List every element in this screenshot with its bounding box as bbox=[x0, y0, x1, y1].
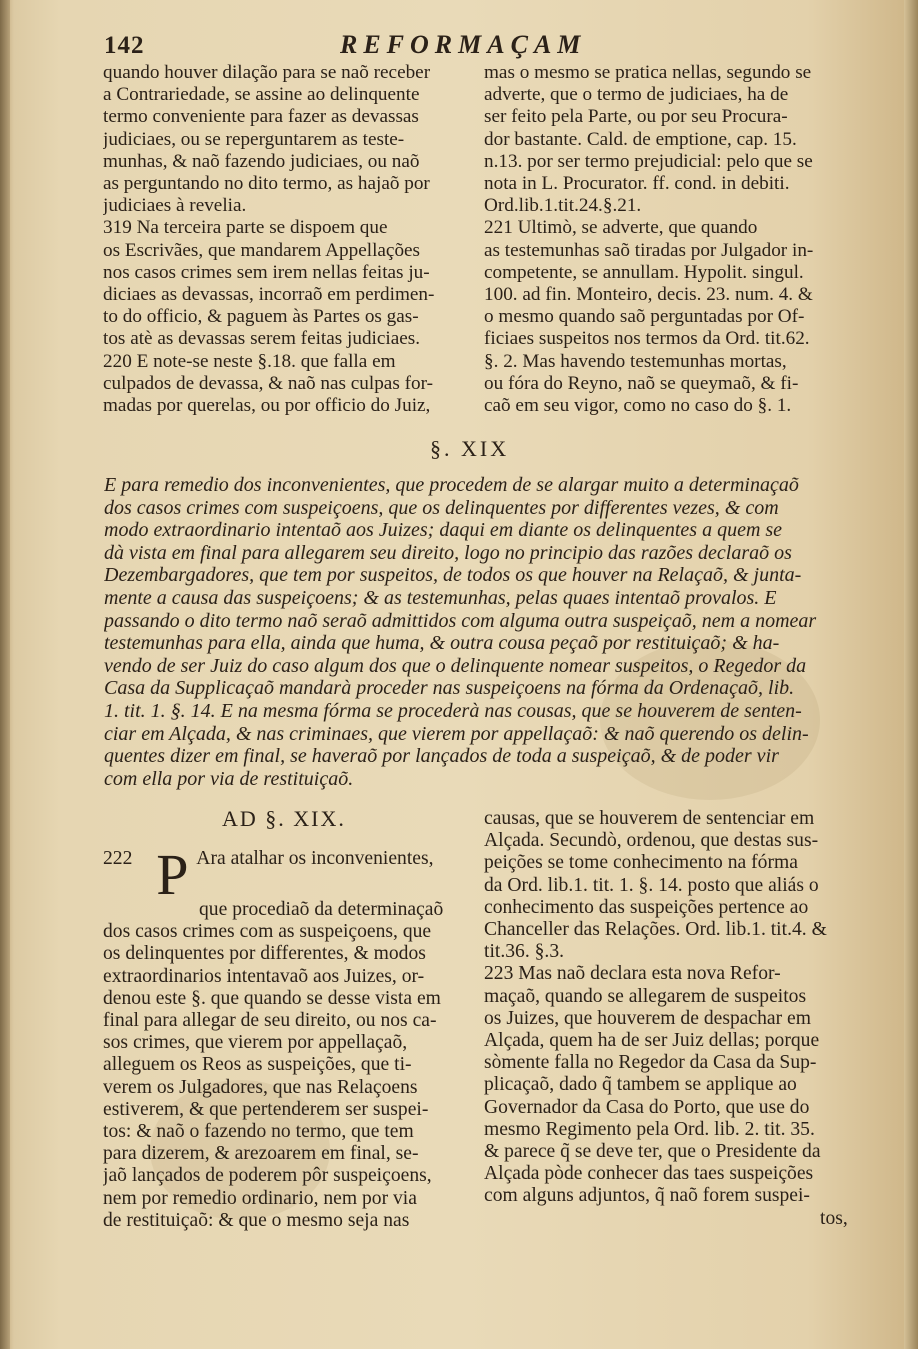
text-line: ou fóra do Reyno, naõ se queymaõ, & fi- bbox=[484, 372, 799, 394]
text-line: sòmente falla no Regedor da Casa da Sup- bbox=[484, 1052, 817, 1074]
text-line: modo extraordinario intentaõ aos Juizes; daqui em diante os delinquentes a quem se bbox=[104, 519, 783, 542]
text-line: tit.36. §.3. bbox=[484, 941, 565, 963]
text-line: com alguns adjuntos, q̃ naõ forem suspei- bbox=[484, 1185, 810, 1207]
text-line: ser feito pela Parte, ou por seu Procura- bbox=[484, 106, 788, 128]
text-line: judiciaes, ou se reperguntarem as teste- bbox=[103, 128, 405, 150]
text-line: Alçada pòde conhecer das taes suspeições bbox=[484, 1163, 814, 1185]
text-line: ficiaes suspeitos nos termos da Ord. tit.62. bbox=[484, 328, 810, 350]
text-line: culpados de devassa, & naõ nas culpas for- bbox=[103, 372, 433, 394]
text-line: causas, que se houverem de sentenciar em bbox=[484, 808, 815, 829]
text-line: ciar em Alçada, & nas criminaes, que vierem por appellaçaõ: & naõ querendo os delin- bbox=[104, 722, 809, 745]
text-line: a Contrariedade, se assine ao delinquente bbox=[103, 84, 420, 106]
commentary-heading: AD §. XIX. bbox=[222, 806, 346, 831]
text-line: de restituiçaõ: & que o mesmo seja nas bbox=[103, 1209, 410, 1231]
text-line: madas por querelas, ou por officio do Juiz, bbox=[103, 395, 431, 417]
page-edge bbox=[904, 0, 918, 1349]
page-number: 142 bbox=[104, 32, 145, 59]
text-line: peições se tome conhecimento na fórma bbox=[484, 852, 798, 874]
text-line: com ella por via de restituiçaõ. bbox=[104, 767, 354, 790]
text-line: nota in L. Procurator. ff. cond. in debiti. bbox=[484, 173, 790, 195]
text-line: que procediaõ da determinaçaõ bbox=[199, 899, 444, 920]
text-line: testemunhas para ella, ainda que huma, & outra cousa peçaõ por restituiçaõ; & ha- bbox=[104, 632, 780, 655]
text-line: Ord.lib.1.tit.24.§.21. bbox=[484, 195, 642, 217]
text-line: adverte, que o termo de judiciaes, ha de bbox=[484, 84, 789, 106]
text-line: os Escrivães, que mandarem Appellações bbox=[103, 239, 421, 261]
text-line: alleguem os Reos as suspeições, que ti- bbox=[103, 1054, 412, 1076]
text-line: munhas, & naõ fazendo judiciaes, ou naõ bbox=[103, 150, 420, 172]
text-line: jaõ lançados de poderem pôr suspeiçoens, bbox=[103, 1165, 432, 1187]
left-column-bottom bbox=[103, 848, 475, 1232]
section-heading: §. XIX bbox=[430, 436, 510, 461]
text-line: da Ord. lib.1. tit. 1. §. 14. posto que aliás o bbox=[484, 874, 819, 896]
text-line: denou este §. que quando se desse vista em bbox=[103, 987, 441, 1009]
text-line: Governador da Casa do Porto, que use do bbox=[484, 1096, 810, 1118]
text-line: §. 2. Mas havendo testemunhas mortas, bbox=[484, 350, 787, 372]
text-line: competente, se annullam. Hypolit. singul. bbox=[484, 261, 804, 283]
text-line: as perguntando no dito termo, as hajaõ por bbox=[103, 173, 430, 195]
text-line: E para remedio dos inconvenientes, que procedem de se alargar muito a determinaçaõ bbox=[104, 474, 799, 496]
text-line: passando o dito termo naõ seraõ admittidos com alguma outra suspeiçaõ, nem a nomear bbox=[104, 609, 817, 632]
text-line: plicaçaõ, dado q̃ tambem se applique ao bbox=[484, 1074, 797, 1096]
text-line: to do officio, & paguem às Partes os gas- bbox=[103, 306, 419, 328]
text-line: Alçada. Secundò, ordenou, que destas sus- bbox=[484, 830, 819, 852]
text-line: sos crimes, que vierem por appellaçaõ, bbox=[103, 1032, 408, 1054]
text-line: dos casos crimes com suspeiçoens, que os delinquentes por differentes vezes, & com bbox=[104, 496, 779, 519]
text-line: diciaes as devassas, incorraõ em perdimen- bbox=[103, 284, 435, 306]
text-line: judiciaes à revelia. bbox=[103, 195, 247, 217]
text-line: dà vista em final para allegarem seu direito, logo no principio das razões declaraõ os bbox=[104, 541, 792, 564]
text-line: Alçada, quem ha de ser Juiz dellas; porque bbox=[484, 1030, 820, 1052]
text-line: nos casos crimes sem irem nellas feitas ju- bbox=[103, 261, 430, 283]
text-line: mente a causa das suspeiçoens; & as testemunhas, pelas quaes intentaõ provalos. E bbox=[104, 586, 777, 609]
text-line: Chanceller das Relações. Ord. lib.1. tit.4. & bbox=[484, 919, 827, 941]
text-line: caõ em seu vigor, como no caso do §. 1. bbox=[484, 395, 792, 417]
text-line: mas o mesmo se pratica nellas, segundo se bbox=[484, 62, 812, 83]
page-header bbox=[104, 30, 864, 60]
paragraph-lead bbox=[103, 848, 475, 899]
text-line: conhecimento das suspeições pertence ao bbox=[484, 896, 809, 918]
decree-text bbox=[104, 474, 856, 790]
binding-gutter bbox=[0, 0, 10, 1349]
text-line: 1. tit. 1. §. 14. E na mesma fórma se procederà nas cousas, que se houverem de senten- bbox=[104, 699, 802, 722]
text-line: quando houver dilação para se naõ receber bbox=[103, 62, 431, 83]
catchword: tos, bbox=[820, 1208, 848, 1229]
text-line: Casa da Supplicaçaõ mandarà proceder nas suspeiçoens na fórma da Ordenaçaõ, lib. bbox=[104, 677, 795, 700]
text-line: tos: & naõ o fazendo no termo, que tem bbox=[103, 1121, 414, 1143]
text-line: nem por remedio ordinario, nem por via bbox=[103, 1187, 417, 1209]
left-column-top bbox=[103, 62, 475, 417]
text-line: estiverem, & que pertenderem ser suspei- bbox=[103, 1098, 429, 1120]
running-title: REFORMAÇAM bbox=[340, 30, 587, 59]
text-line: final para allegar de seu direito, ou nos ca- bbox=[103, 1010, 437, 1032]
text-line: dor bastante. Cald. de emptione, cap. 15. bbox=[484, 128, 797, 150]
text-line: tos atè as devassas serem feitas judiciaes. bbox=[103, 328, 421, 350]
text-line: 100. ad fin. Monteiro, decis. 23. num. 4. & bbox=[484, 284, 813, 306]
text-line: o mesmo quando saõ perguntadas por Of- bbox=[484, 306, 805, 328]
text-line: & parece q̃ se deve ter, que o Presidente da bbox=[484, 1141, 821, 1163]
paragraph-number: 222 bbox=[103, 848, 133, 869]
text-line: quentes dizer em final, se haveraõ por lançados de toda a suspeiçaõ, & de poder vir bbox=[104, 745, 779, 768]
text-line: 220 E note-se neste §.18. que falla em bbox=[103, 350, 396, 372]
text-line: os delinquentes por differentes, & modos bbox=[103, 943, 426, 965]
text-line: Dezembargadores, que tem por suspeitos, de todos os que houver na Relaçaõ, & junta- bbox=[104, 564, 802, 587]
text-line: mesmo Regimento pela Ord. lib. 2. tit. 35. bbox=[484, 1118, 815, 1140]
text-line: vendo de ser Juiz do caso algum dos que o delinquente nomear suspeitos, o Regedor da bbox=[104, 654, 807, 677]
text-line: para dizerem, & arezoarem em final, se- bbox=[103, 1143, 419, 1165]
drop-cap: P bbox=[156, 848, 189, 899]
right-column-top bbox=[484, 62, 854, 417]
text-line: dos casos crimes com as suspeiçoens, que bbox=[103, 921, 432, 943]
text-line: Ara atalhar os inconvenientes, bbox=[196, 848, 434, 869]
text-line: termo conveniente para fazer as devassas bbox=[103, 106, 419, 128]
text-line: verem os Julgadores, que nas Relaçoens bbox=[103, 1076, 418, 1098]
text-line: extraordinarios intentavaõ aos Juizes, or- bbox=[103, 965, 425, 987]
text-line: os Juizes, que houverem de despachar em bbox=[484, 1007, 811, 1029]
text-line: n.13. por ser termo prejudicial: pelo que se bbox=[484, 150, 813, 172]
text-line: as testemunhas saõ tiradas por Julgador in- bbox=[484, 239, 814, 261]
text-line: 221 Ultimò, se adverte, que quando bbox=[484, 217, 758, 239]
text-line: maçaõ, quando se allegarem de suspeitos bbox=[484, 985, 807, 1007]
text-line: 223 Mas naõ declara esta nova Refor- bbox=[484, 963, 781, 985]
right-column-bottom bbox=[484, 808, 854, 1208]
text-line: 319 Na terceira parte se dispoem que bbox=[103, 217, 388, 239]
